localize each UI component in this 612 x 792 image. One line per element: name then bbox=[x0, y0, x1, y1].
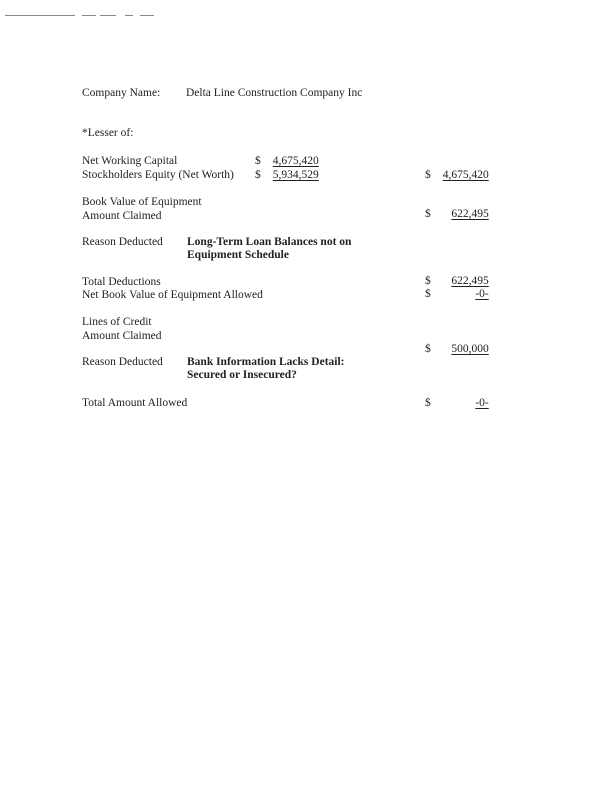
lesser-of-title: *Lesser of: bbox=[82, 127, 134, 139]
total-deductions-amount bbox=[425, 275, 489, 288]
credit-claimed-label: Amount Claimed bbox=[82, 330, 162, 342]
credit-heading: Lines of Credit bbox=[82, 316, 152, 328]
total-allowed-label: Total Amount Allowed bbox=[82, 397, 188, 409]
equipment-heading: Book Value of Equipment bbox=[82, 196, 202, 208]
equipment-reason-label: Reason Deducted bbox=[82, 236, 163, 248]
credit-reason-label: Reason Deducted bbox=[82, 356, 163, 368]
currency-symbol: $ bbox=[425, 397, 431, 409]
equipment-allowed-amount bbox=[425, 288, 489, 301]
credit-reason-line1: Bank Information Lacks Detail: bbox=[187, 356, 345, 368]
total-deductions-label: Total Deductions bbox=[82, 276, 161, 288]
equipment-claimed-label: Amount Claimed bbox=[82, 210, 162, 222]
company-name-label: Company Name: bbox=[82, 87, 161, 99]
equipment-claimed-value: 622,495 bbox=[451, 208, 489, 220]
credit-claimed-amount bbox=[425, 343, 489, 356]
net-working-capital-amount bbox=[255, 155, 319, 168]
currency-symbol: $ bbox=[255, 169, 261, 181]
currency-symbol: $ bbox=[425, 208, 431, 220]
company-name-value: Delta Line Construction Company Inc bbox=[186, 87, 363, 99]
stockholders-equity-value: 5,934,529 bbox=[272, 169, 319, 181]
currency-symbol: $ bbox=[255, 155, 261, 167]
equipment-allowed-value: -0- bbox=[475, 288, 489, 300]
equipment-allowed-label: Net Book Value of Equipment Allowed bbox=[82, 289, 263, 301]
currency-symbol: $ bbox=[425, 343, 431, 355]
stockholders-equity-amount bbox=[255, 169, 319, 182]
credit-reason-line2: Secured or Insecured? bbox=[187, 369, 297, 381]
lesser-result-value: 4,675,420 bbox=[442, 169, 489, 181]
equipment-claimed-amount bbox=[425, 208, 489, 221]
total-allowed-value: -0- bbox=[475, 397, 489, 409]
equipment-reason-line2: Equipment Schedule bbox=[187, 249, 289, 261]
net-working-capital-label: Net Working Capital bbox=[82, 155, 178, 167]
equipment-reason-line1: Long-Term Loan Balances not on bbox=[187, 236, 352, 248]
currency-symbol: $ bbox=[425, 288, 431, 300]
credit-claimed-value: 500,000 bbox=[451, 343, 489, 355]
currency-symbol: $ bbox=[425, 169, 431, 181]
lesser-result-amount bbox=[425, 169, 489, 182]
stockholders-equity-label: Stockholders Equity (Net Worth) bbox=[82, 169, 234, 181]
total-allowed-amount bbox=[425, 397, 489, 410]
total-deductions-value: 622,495 bbox=[451, 275, 489, 287]
currency-symbol: $ bbox=[425, 275, 431, 287]
net-working-capital-value: 4,675,420 bbox=[272, 155, 319, 167]
